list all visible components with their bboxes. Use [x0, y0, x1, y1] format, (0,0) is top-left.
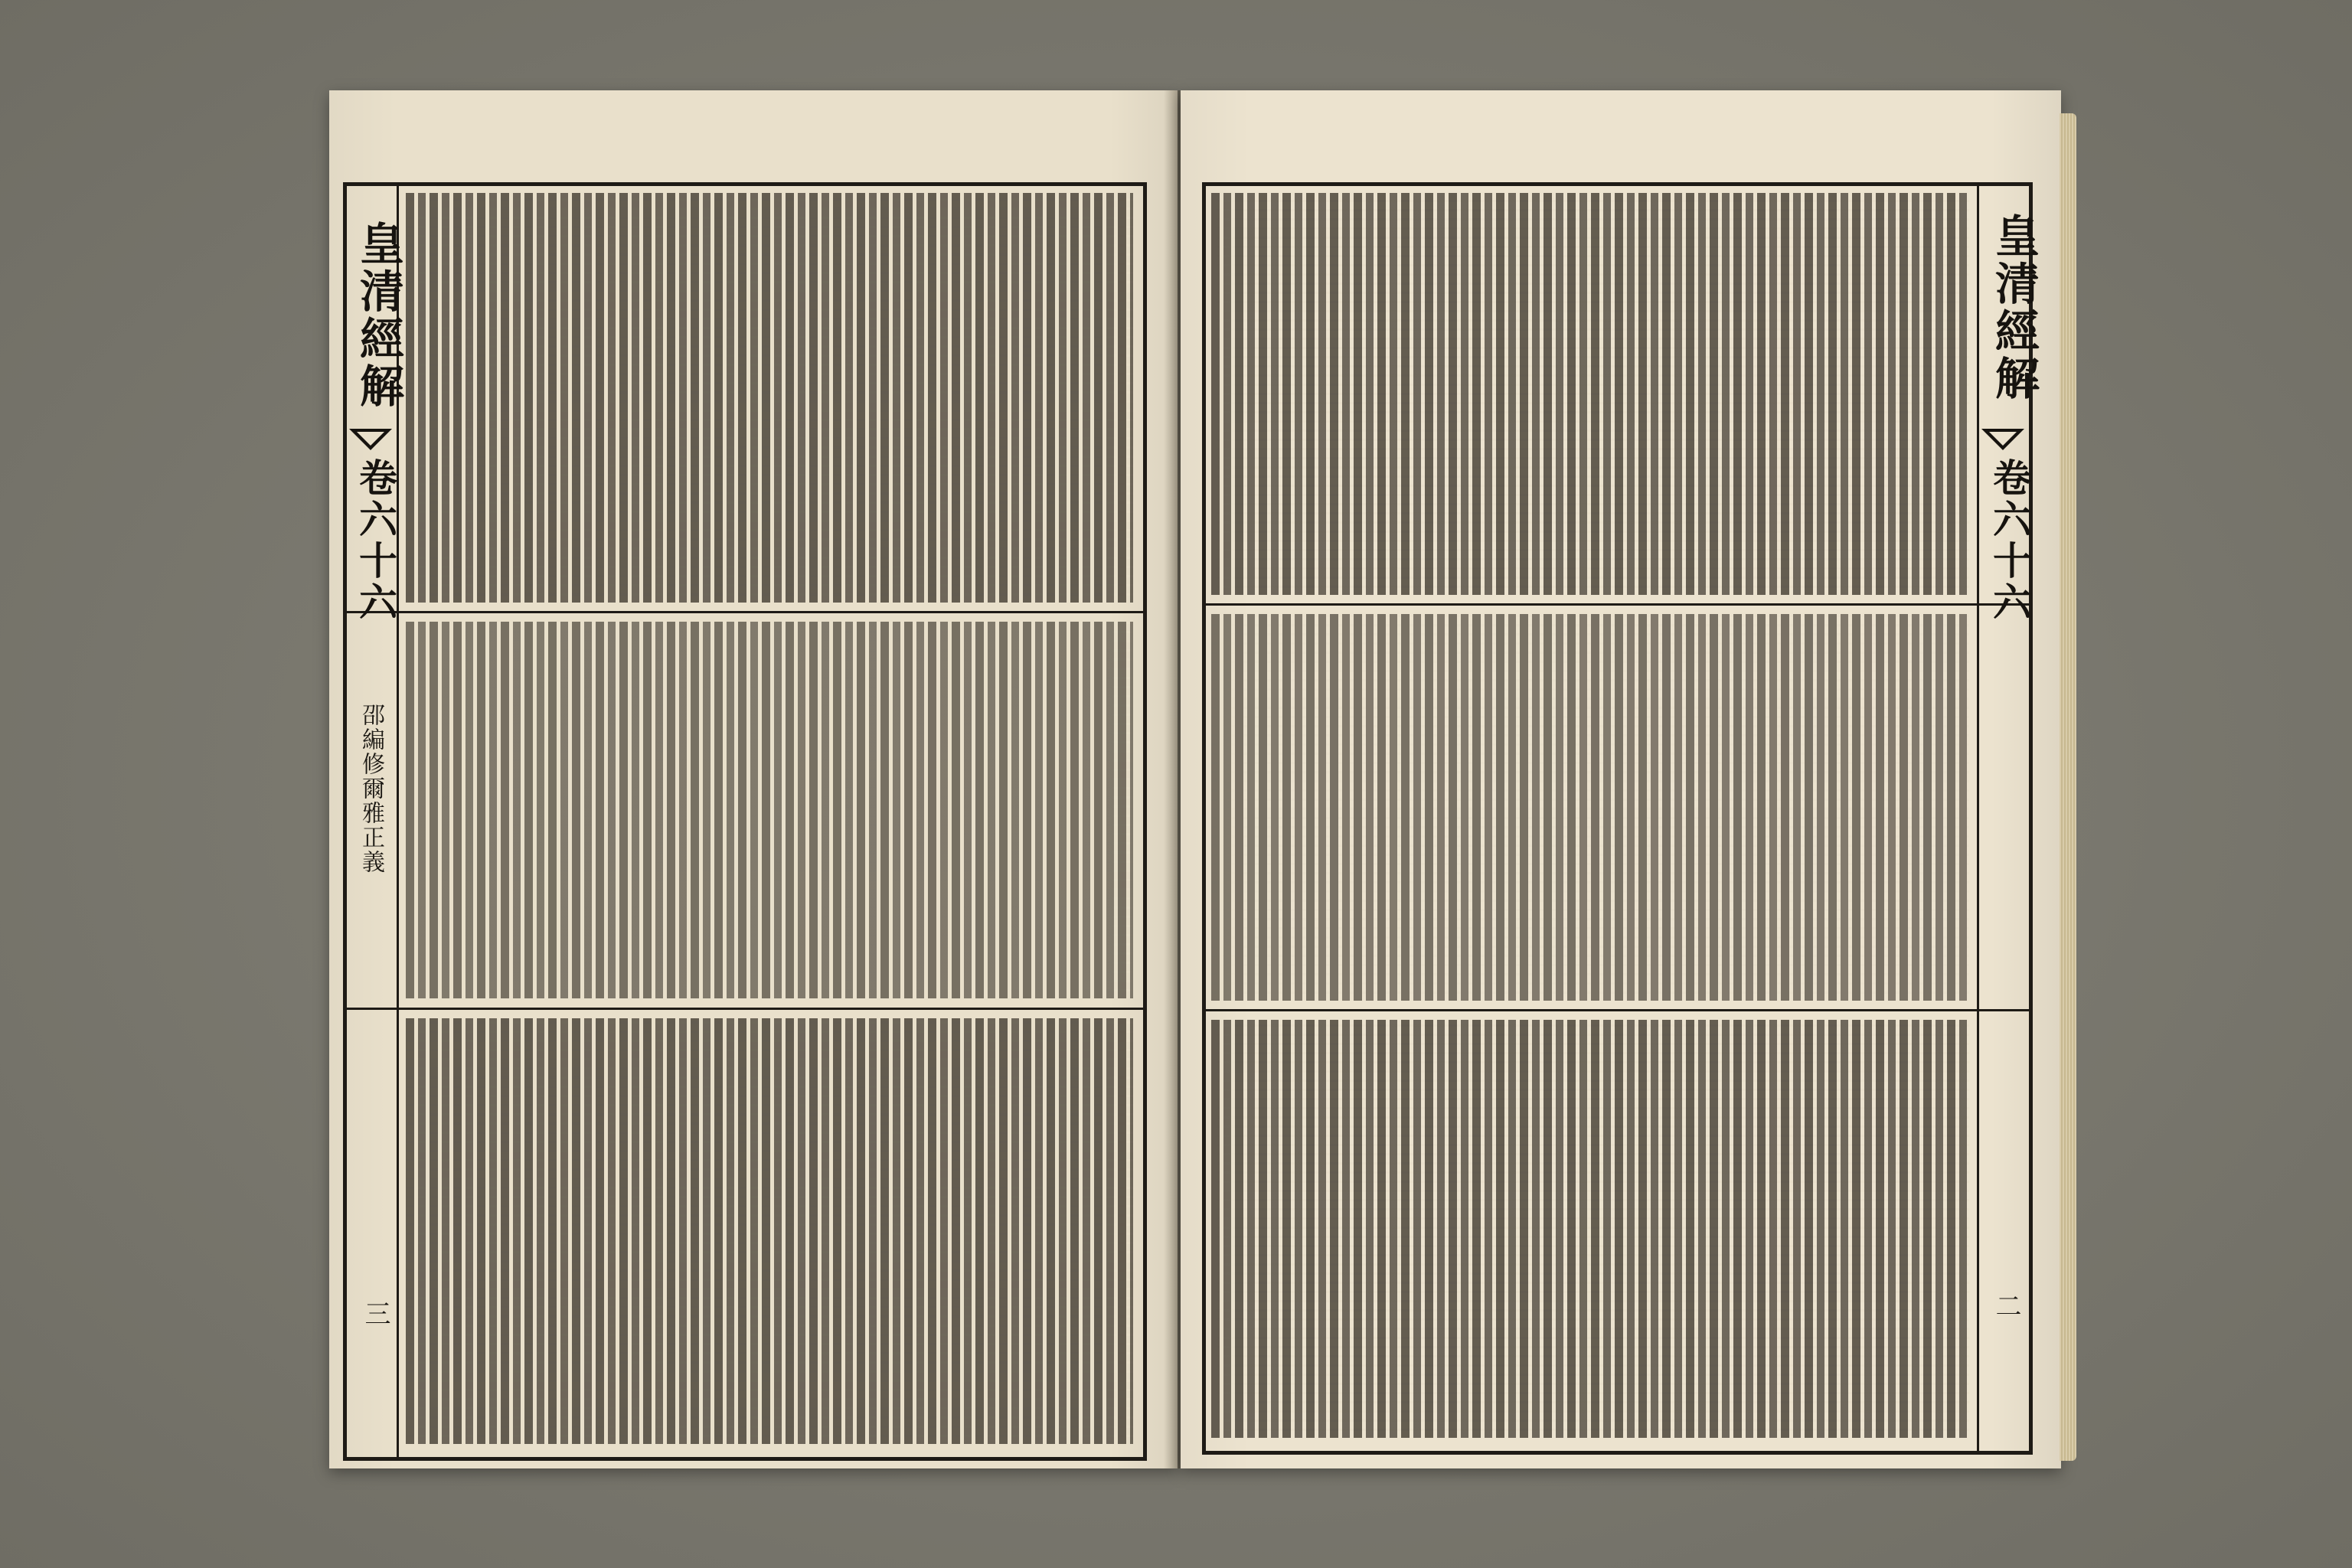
right-text-block-top — [1211, 193, 1969, 595]
left-section-title: 邵編修爾雅正義 — [358, 703, 384, 874]
left-page — [329, 90, 1178, 1468]
left-volume-number: 卷六十六 — [353, 458, 398, 623]
fish-tail-mark-icon — [348, 427, 394, 452]
right-volume-number: 卷六十六 — [1987, 458, 2032, 623]
right-divider-top — [1202, 603, 2033, 606]
fish-tail-mark-icon-right — [1980, 427, 2026, 452]
right-page — [1181, 90, 2061, 1468]
right-book-title: 皇清經解 — [1988, 213, 2040, 403]
right-text-block-bottom — [1211, 1020, 1969, 1438]
open-book — [314, 90, 2052, 1476]
left-page-number: 三 — [360, 1300, 390, 1326]
left-divider-bottom — [343, 1008, 1147, 1010]
left-book-title: 皇清經解 — [352, 220, 404, 410]
left-text-block-middle — [406, 622, 1133, 998]
right-divider-bottom — [1202, 1009, 2033, 1011]
left-text-block-bottom — [406, 1018, 1133, 1444]
page-stack-edge — [2060, 113, 2076, 1461]
left-divider-top — [343, 611, 1147, 613]
left-text-block-top — [406, 193, 1133, 603]
right-margin-rule — [1977, 182, 1979, 1451]
right-text-block-middle — [1211, 614, 1969, 1001]
right-page-number: 二 — [1991, 1292, 2021, 1318]
